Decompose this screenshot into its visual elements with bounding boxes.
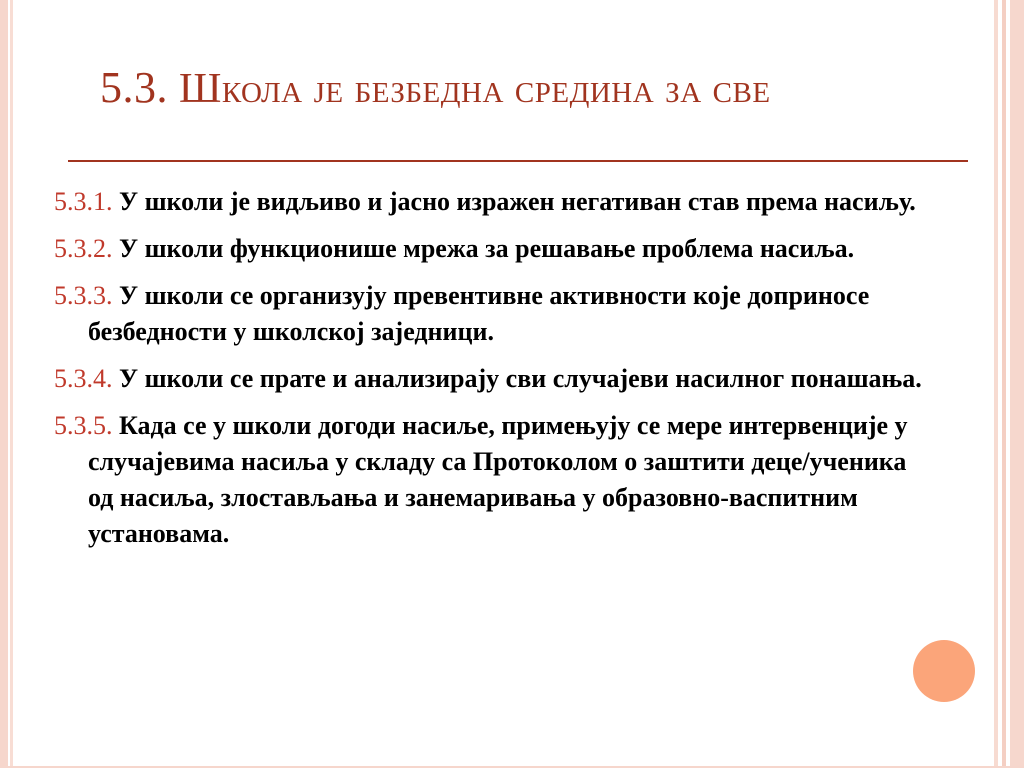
item-text: У школи функционише мрежа за решавање проблема насиља. [119, 234, 855, 263]
decorative-circle-icon [913, 640, 975, 702]
title-text: Школа је безбедна средина за све [179, 66, 771, 112]
list-item [54, 408, 934, 552]
title-underline [68, 160, 968, 162]
title-number: 5.3. [100, 63, 168, 112]
item-number: 5.3.4. [54, 364, 113, 393]
item-number: 5.3.1. [54, 187, 113, 216]
list-item [54, 231, 934, 267]
slide-title [100, 62, 771, 113]
item-text: У школи се организују превентивне активности које доприносе безбедности у школској заједници. [88, 281, 870, 346]
list-item [54, 278, 934, 350]
list-item [54, 361, 934, 397]
item-text: У школи се прате и анализирају сви случајеви насилног понашања. [119, 364, 922, 393]
item-text: Када се у школи догоди насиље, примењују се мере интервенције у случајевима насиља у складу са Протоколом о заштити деце/ученика од насиља, злостављања и занемаривања у образовно-васпитним установама. [88, 411, 908, 548]
right-frame-stripes [980, 0, 1024, 768]
item-number: 5.3.5. [54, 411, 113, 440]
item-text: У школи је видљиво и јасно изражен негативан став према насиљу. [119, 187, 916, 216]
list-item [54, 184, 934, 220]
standards-list [54, 184, 934, 563]
item-number: 5.3.3. [54, 281, 113, 310]
item-number: 5.3.2. [54, 234, 113, 263]
left-frame-stripe [0, 0, 8, 768]
